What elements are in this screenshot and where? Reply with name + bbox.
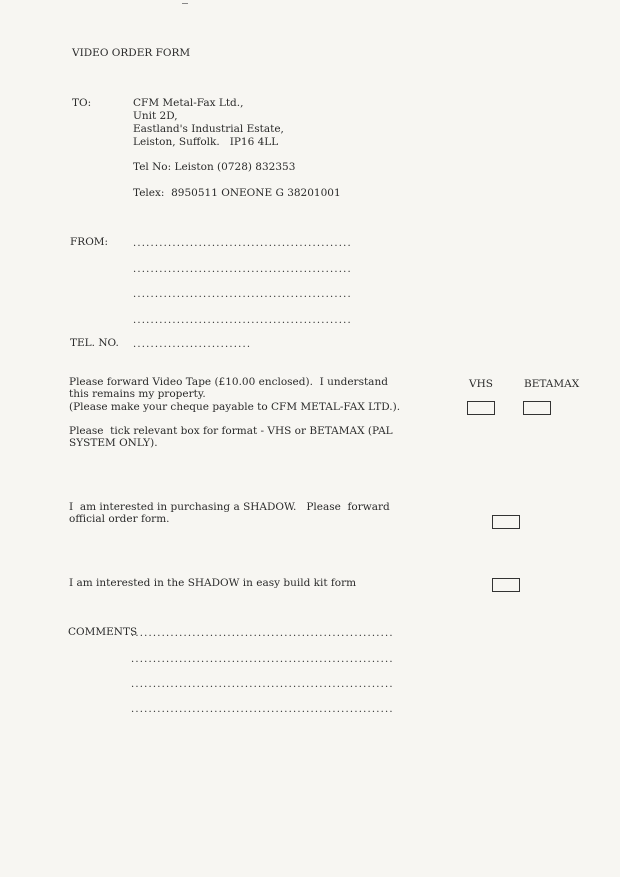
shadow-text-line-1: I am interested in purchasing a SHADOW. Please forward — [69, 501, 390, 513]
to-address-line-4: Leiston, Suffolk. IP16 4LL — [133, 136, 279, 148]
comments-line-2[interactable]: ............................................................ — [131, 654, 394, 665]
comments-line-1[interactable]: ............................................................ — [131, 628, 394, 639]
shadow-text-line-2: official order form. — [69, 513, 170, 525]
from-line-1[interactable]: .................................................. — [133, 238, 352, 249]
vhs-label: VHS — [469, 378, 493, 390]
comments-line-4[interactable]: ............................................................ — [131, 704, 394, 715]
to-address-line-1: CFM Metal-Fax Ltd., — [133, 97, 244, 109]
tick-text-line-1: Please tick relevant box for format - VHS or BETAMAX (PAL — [69, 425, 393, 437]
kit-form-checkbox[interactable] — [492, 578, 520, 592]
tel-no-line[interactable]: ........................... — [133, 339, 252, 350]
video-text-line-2: this remains my property. — [69, 388, 206, 400]
from-line-4[interactable]: .................................................. — [133, 315, 352, 326]
order-form-checkbox[interactable] — [492, 515, 520, 529]
from-line-2[interactable]: .................................................. — [133, 264, 352, 275]
video-text-line-3: (Please make your cheque payable to CFM METAL-FAX LTD.). — [69, 401, 401, 413]
to-label: TO: — [72, 97, 92, 109]
betamax-checkbox[interactable] — [523, 401, 551, 415]
kit-text: I am interested in the SHADOW in easy build kit form — [69, 577, 357, 589]
from-line-3[interactable]: .................................................. — [133, 289, 352, 300]
form-title: VIDEO ORDER FORM — [72, 47, 191, 59]
vhs-checkbox[interactable] — [467, 401, 495, 415]
to-address-line-2: Unit 2D, — [133, 110, 178, 122]
tel-no-label: TEL. NO. — [70, 337, 119, 349]
tel-number: Tel No: Leiston (0728) 832353 — [133, 161, 296, 173]
telex-number: Telex: 8950511 ONEONE G 38201001 — [133, 187, 341, 199]
video-text-line-1: Please forward Video Tape (£10.00 enclosed). I understand — [69, 376, 388, 388]
tick-text-line-2: SYSTEM ONLY). — [69, 437, 158, 449]
scan-mark — [182, 3, 188, 4]
comments-label: COMMENTS — [68, 626, 138, 638]
to-address-line-3: Eastland's Industrial Estate, — [133, 123, 284, 135]
from-label: FROM: — [70, 236, 109, 248]
comments-line-3[interactable]: ............................................................ — [131, 679, 394, 690]
betamax-label: BETAMAX — [524, 378, 580, 390]
